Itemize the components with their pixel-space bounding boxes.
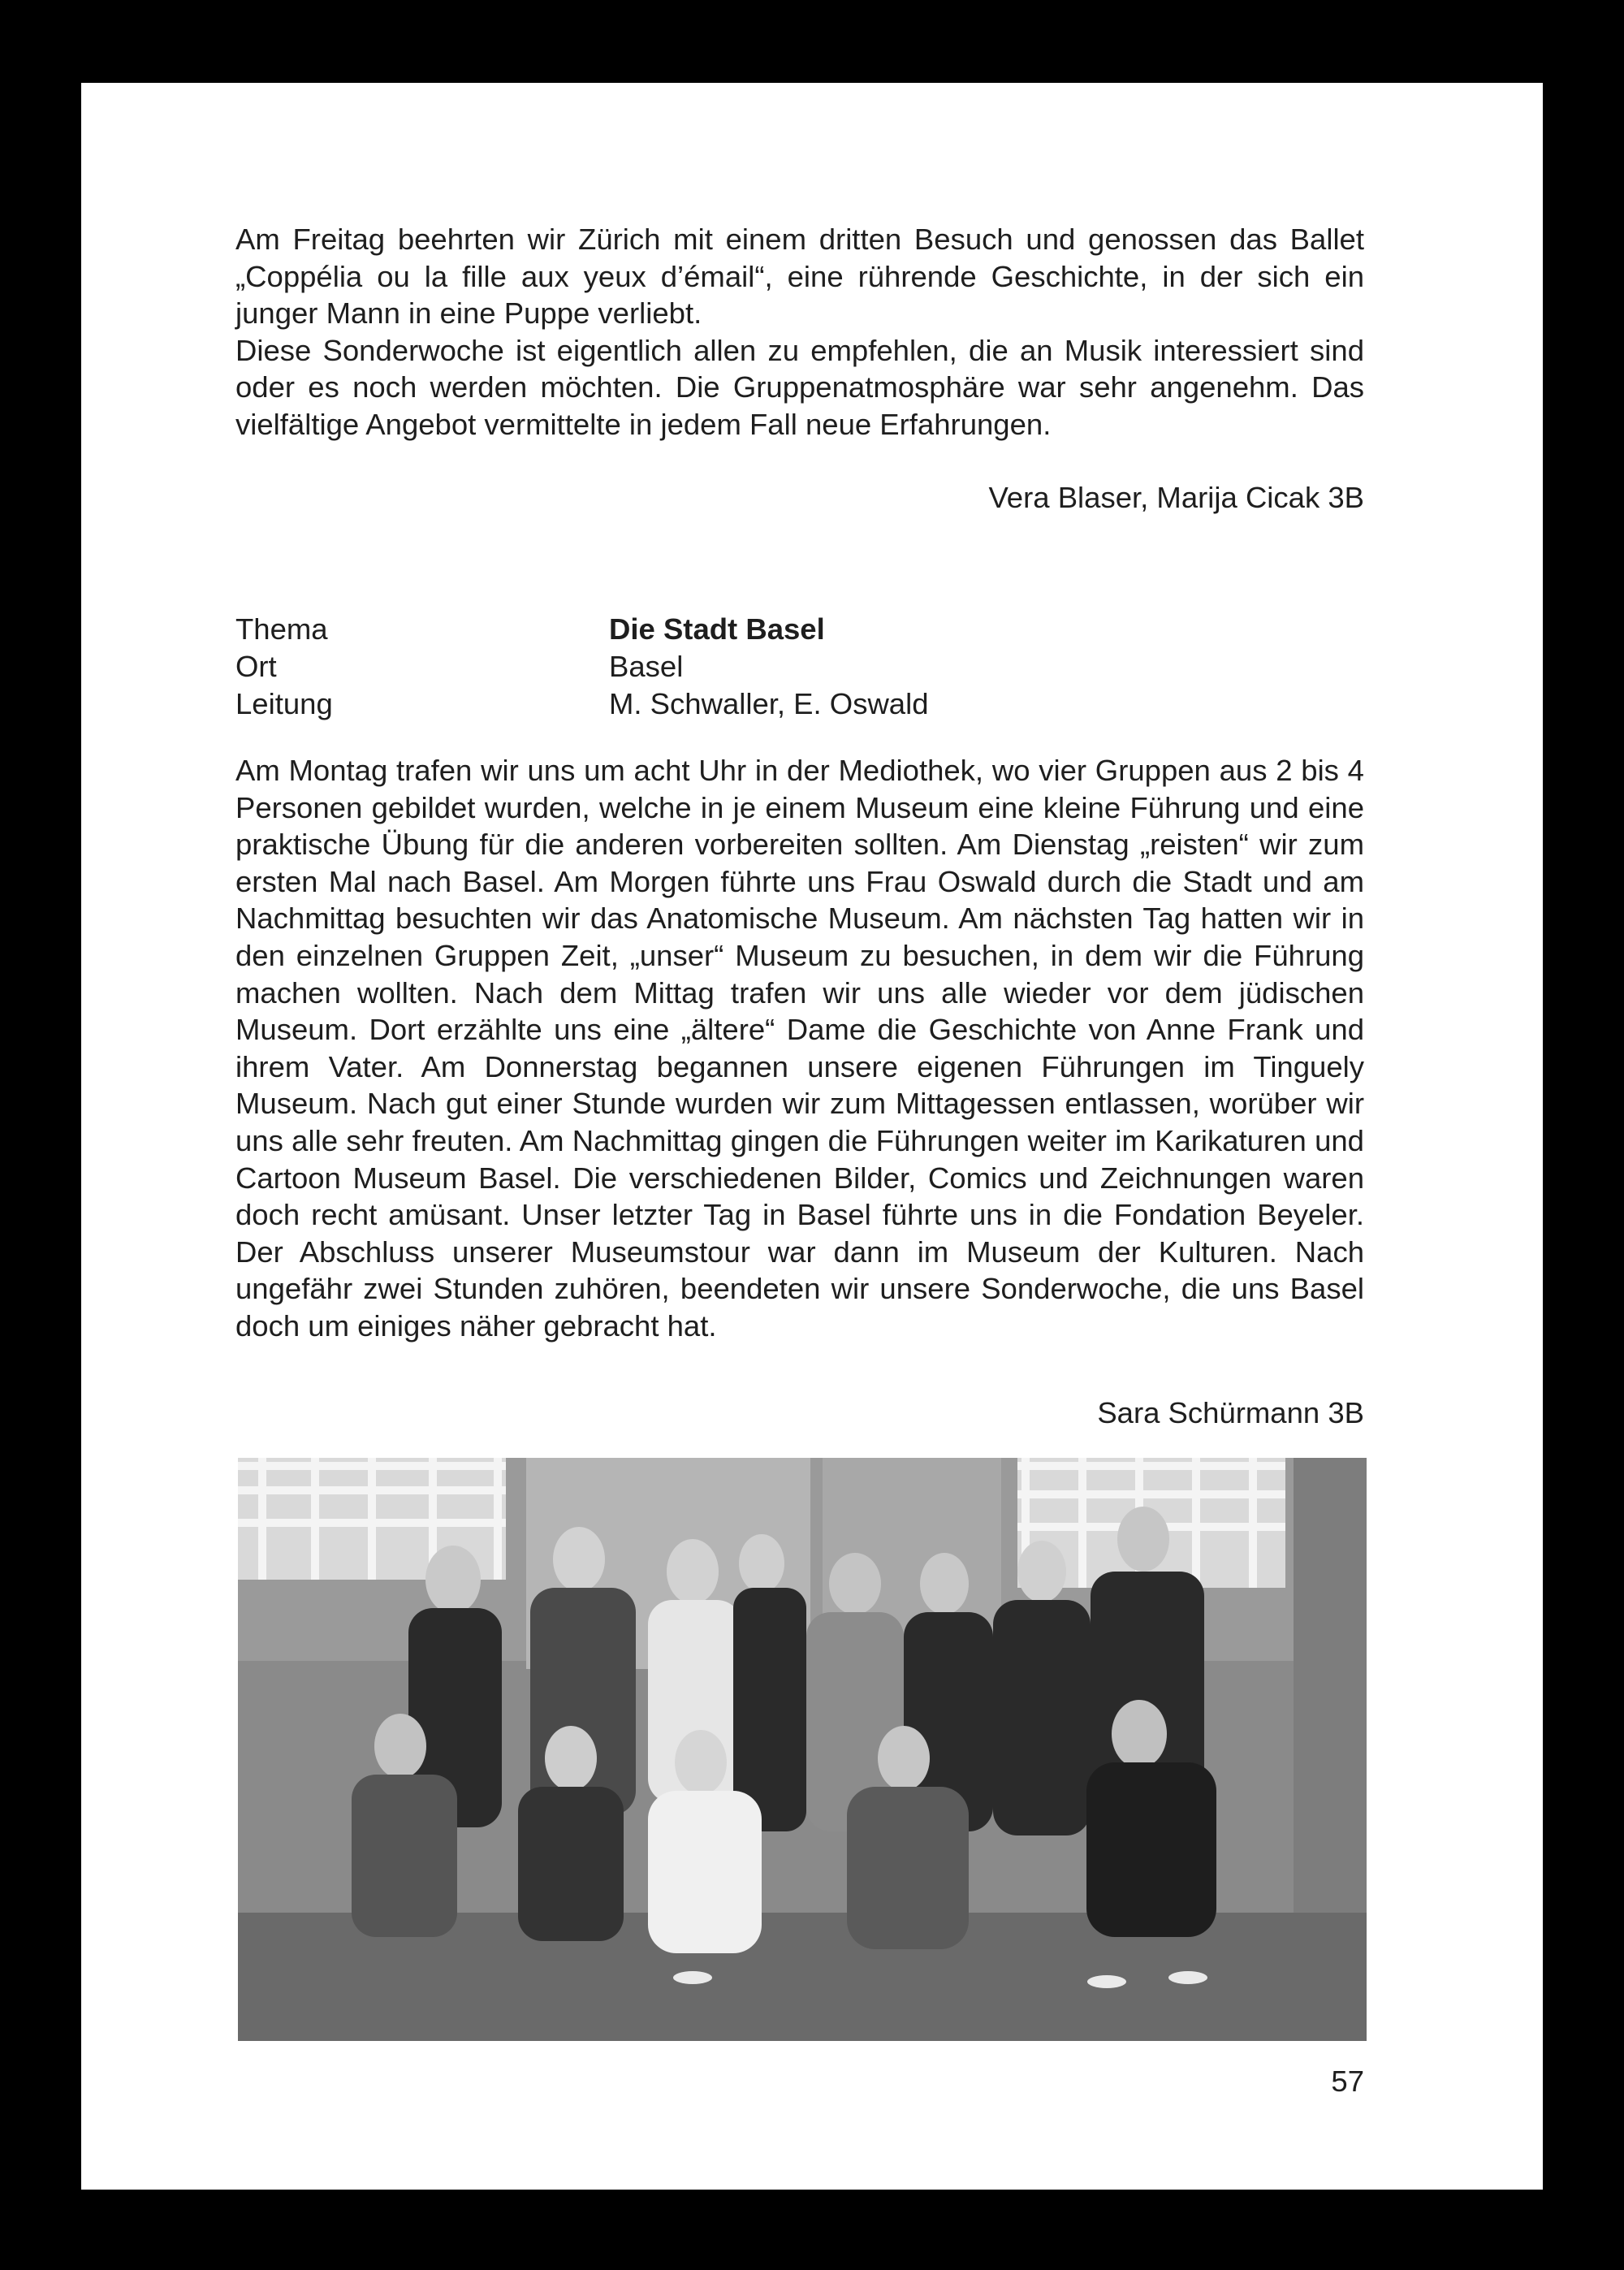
- page-number: 57: [1331, 2065, 1364, 2098]
- theme-label: Thema: [235, 612, 328, 646]
- location-row: [235, 648, 1047, 685]
- lead-row: [235, 685, 1047, 723]
- location-value: Basel: [609, 650, 684, 683]
- location-label: Ort: [235, 650, 277, 683]
- group-photo-illustration: [238, 1458, 1367, 2041]
- intro-signature: Vera Blaser, Marija Cicak 3B: [988, 481, 1364, 514]
- group-photo: [238, 1458, 1367, 2041]
- report-text: [235, 752, 1364, 1345]
- intro-paragraph-2: Diese Sonderwoche ist eigentlich allen zu empfehlen, die an Musik interessiert sind oder es noch werden möchten. Die Gruppenatmosphäre war sehr angenehm. Das vielfältige Angebot vermittelte in jedem Fall neue Erfahrungen.: [235, 333, 1364, 441]
- course-info: [235, 611, 1047, 723]
- document-page: [81, 83, 1543, 2190]
- theme-row: [235, 611, 1047, 648]
- intro-paragraph-1: Am Freitag beehrten wir Zürich mit einem dritten Besuch und genossen das Ballet „Coppélia ou la fille aux yeux d’émail“, eine rührende Geschichte, in der sich ein junger Mann in eine Puppe verliebt.: [235, 223, 1364, 331]
- report-paragraph: Am Montag trafen wir uns um acht Uhr in der Mediothek, wo vier Gruppen aus 2 bis 4 Personen gebildet wurden, welche in je einem Museum eine kleine Führung und eine praktische Übung für die anderen vorbereiten sollten. Am Dienstag „reisten“ wir zum ersten Mal nach Basel. Am Morgen führte uns Frau Oswald durch die Stadt und am Nachmittag besuchten wir das Anatomische Museum. Am nächsten Tag hatten wir in den einzelnen Gruppen Zeit, „unser“ Museum zu besuchen, in dem wir die Führung machen wollten. Nach dem Mittag trafen wir uns alle wieder vor dem jüdischen Museum. Dort erzählte uns eine „ältere“ Dame die Geschichte von Anne Frank und ihrem Vater. Am Donnerstag begannen unsere eigenen Führungen im Tinguely Museum. Nach gut einer Stunde wurden wir zum Mittagessen entlassen, worüber wir uns alle sehr freuten. Am Nachmittag gingen die Führungen weiter im Karikaturen und Cartoon Museum Basel. Die verschiedenen Bilder, Comics und Zeichnungen waren doch recht amüsant. Unser letzter Tag in Basel führte uns in die Fondation Beyeler. Der Abschluss unserer Museumstour war dann im Museum der Kulturen. Nach ungefähr zwei Stunden zuhören, beendeten wir unsere Sonderwoche, die uns Basel doch um einiges näher gebracht hat.: [235, 754, 1364, 1343]
- lead-label: Leitung: [235, 687, 333, 720]
- lead-value: M. Schwaller, E. Oswald: [609, 687, 929, 720]
- report-signature: Sara Schürmann 3B: [1097, 1396, 1364, 1429]
- theme-value: Die Stadt Basel: [609, 612, 825, 646]
- intro-paragraphs: [235, 221, 1364, 443]
